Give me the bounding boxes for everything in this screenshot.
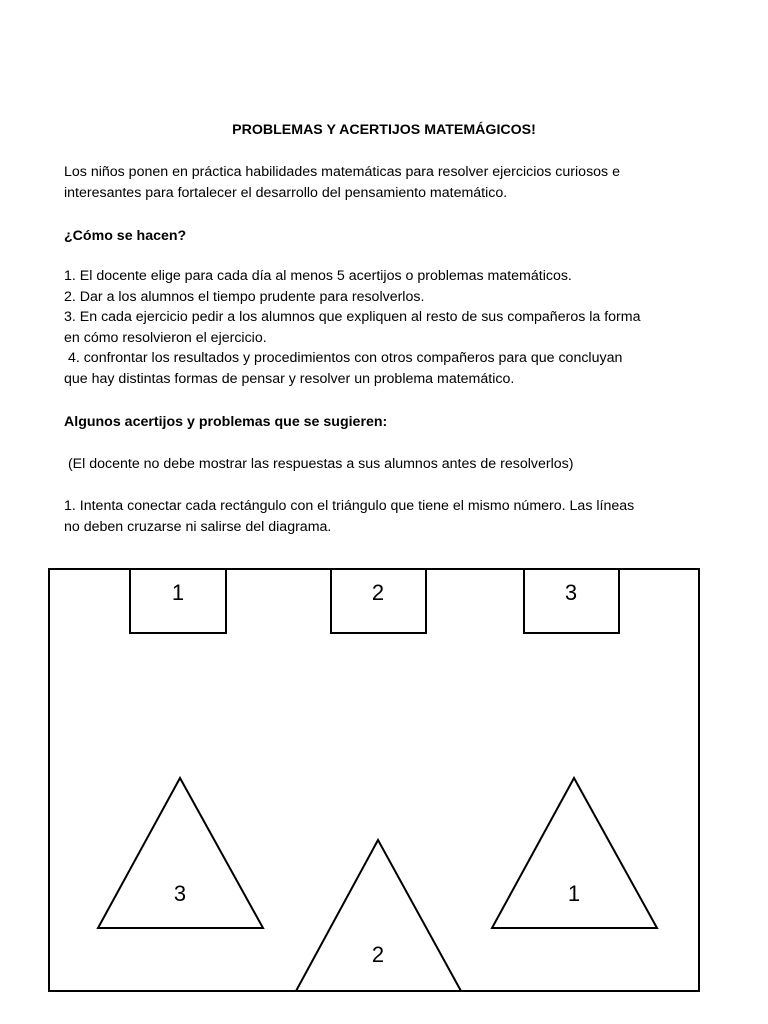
- triangle-1-label: 1: [567, 881, 581, 906]
- suggest-heading: Algunos acertijos y problemas que se sugieren:: [64, 414, 388, 430]
- step-line-2: 2. Dar a los alumnos el tiempo prudente para resolverlos.: [64, 288, 425, 305]
- rectangle-1-label: 1: [171, 580, 185, 605]
- step-line-5: 4. confrontar los resultados y procedimientos con otros compañeros para que concluyan: [64, 350, 623, 367]
- problem-1-line-1: 1. Intenta conectar cada rectángulo con el triángulo que tiene el mismo número. Las líneas: [64, 498, 635, 514]
- step-line-3: 3. En cada ejercicio pedir a los alumnos que expliquen al resto de sus compañeros la forma: [64, 309, 641, 326]
- triangle-3-label: 3: [173, 881, 187, 906]
- document-title: PROBLEMAS Y ACERTIJOS MATEMÁGICOS!: [232, 122, 536, 138]
- triangle-3: [98, 778, 263, 928]
- how-heading: ¿Cómo se hacen?: [64, 228, 187, 244]
- rectangle-1: [130, 569, 226, 633]
- intro-line-2: interesantes para fortalecer el desarrollo del pensamiento matemático.: [64, 184, 508, 201]
- rectangle-3-label: 3: [564, 580, 578, 605]
- step-line-6: que hay distintas formas de pensar y resolver un problema matemático.: [64, 370, 515, 387]
- problem-1-line-2: no deben cruzarse ni salirse del diagrama.: [64, 518, 332, 535]
- step-line-4: en cómo resolvieron el ejercicio.: [64, 329, 267, 346]
- rectangle-3: [524, 569, 619, 633]
- rectangle-2-label: 2: [371, 580, 385, 605]
- triangle-1: [492, 778, 657, 928]
- triangle-2: [296, 840, 461, 991]
- step-line-1: 1. El docente elige para cada día al menos 5 acertijos o problemas matemáticos.: [64, 268, 572, 284]
- intro-line-1: Los niños ponen en práctica habilidades matemáticas para resolver ejercicios curiosos e: [64, 164, 620, 180]
- triangle-2-label: 2: [371, 942, 385, 967]
- teacher-note: (El docente no debe mostrar las respuestas a sus alumnos antes de resolverlos): [64, 456, 574, 472]
- rectangle-2: [331, 569, 426, 633]
